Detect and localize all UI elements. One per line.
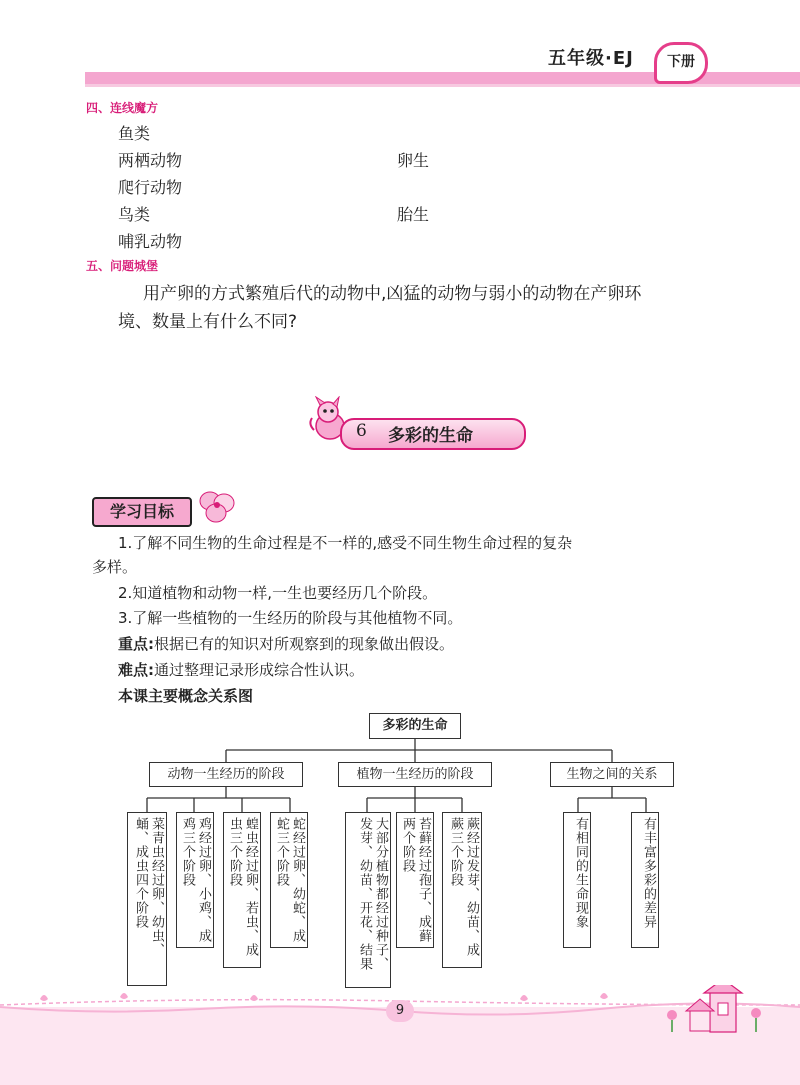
match-left-item-2[interactable]: 两栖动物 bbox=[118, 151, 183, 170]
key-point-text: 根据已有的知识对所观察到的现象做出假设。 bbox=[154, 635, 455, 653]
leaf-moss: 苔藓经过孢子、成藓两个阶段 bbox=[396, 812, 434, 948]
match-left-item-4[interactable]: 鸟类 bbox=[118, 205, 151, 224]
volume-badge: 下册 bbox=[654, 42, 708, 84]
branch-relations: 生物之间的关系 bbox=[550, 762, 674, 787]
page-number: 9 bbox=[386, 1000, 414, 1022]
objective-3: 3.了解一些植物的一生经历的阶段与其他植物不同。 bbox=[118, 609, 463, 627]
leaf-most-plants: 大部分植物都经过种子、发芽、幼苗、开花、结果 bbox=[345, 812, 391, 988]
objective-2: 2.知道植物和动物一样,一生也要经历几个阶段。 bbox=[118, 584, 438, 602]
question-line-1: 用产卵的方式繁殖后代的动物中,凶猛的动物与弱小的动物在产卵环 bbox=[143, 284, 642, 304]
key-point-label: 重点: bbox=[118, 635, 154, 653]
difficult-point-label: 难点: bbox=[118, 661, 154, 679]
match-left-item-3[interactable]: 爬行动物 bbox=[118, 178, 183, 197]
difficult-point-text: 通过整理记录形成综合性认识。 bbox=[154, 661, 365, 679]
leaf-fern: 蕨经过发芽、幼苗、成蕨三个阶段 bbox=[442, 812, 482, 968]
concept-root: 多彩的生命 bbox=[369, 713, 461, 739]
match-right-item-2[interactable]: 胎生 bbox=[397, 205, 430, 224]
section5-heading: 五、问题城堡 bbox=[86, 259, 159, 273]
leaf-cabbage-butterfly: 菜青虫经过卵、幼虫、蛹、成虫四个阶段 bbox=[127, 812, 167, 986]
section4-heading: 四、连线魔方 bbox=[86, 101, 159, 115]
question-line-2: 境、数量上有什么不同? bbox=[118, 312, 298, 332]
leaf-locust: 蝗虫经过卵、若虫、成虫三个阶段 bbox=[223, 812, 261, 968]
grade-label: 五年级·EJ bbox=[548, 48, 634, 69]
concept-map-title: 本课主要概念关系图 bbox=[118, 687, 254, 705]
leaf-chicken: 鸡经过卵、小鸡、成鸡三个阶段 bbox=[176, 812, 214, 948]
objective-1-line-2: 多样。 bbox=[92, 558, 138, 576]
match-right-item-1[interactable]: 卵生 bbox=[397, 151, 430, 170]
branch-animal: 动物一生经历的阶段 bbox=[149, 762, 303, 787]
objective-1-line-1: 1.了解不同生物的生命过程是不一样的,感受不同生物生命过程的复杂 bbox=[118, 534, 573, 552]
leaf-snake: 蛇经过卵、幼蛇、成蛇三个阶段 bbox=[270, 812, 308, 948]
lesson-number: 6 bbox=[356, 421, 367, 441]
leaf-rich-differences: 有丰富多彩的差异 bbox=[631, 812, 659, 948]
match-left-item-1[interactable]: 鱼类 bbox=[118, 124, 151, 143]
lesson-title: 多彩的生命 bbox=[388, 426, 473, 446]
leaf-same-phenomena: 有相同的生命现象 bbox=[563, 812, 591, 948]
match-left-item-5[interactable]: 哺乳动物 bbox=[118, 232, 183, 251]
branch-plant: 植物一生经历的阶段 bbox=[338, 762, 492, 787]
objectives-tag: 学习目标 bbox=[92, 497, 192, 527]
